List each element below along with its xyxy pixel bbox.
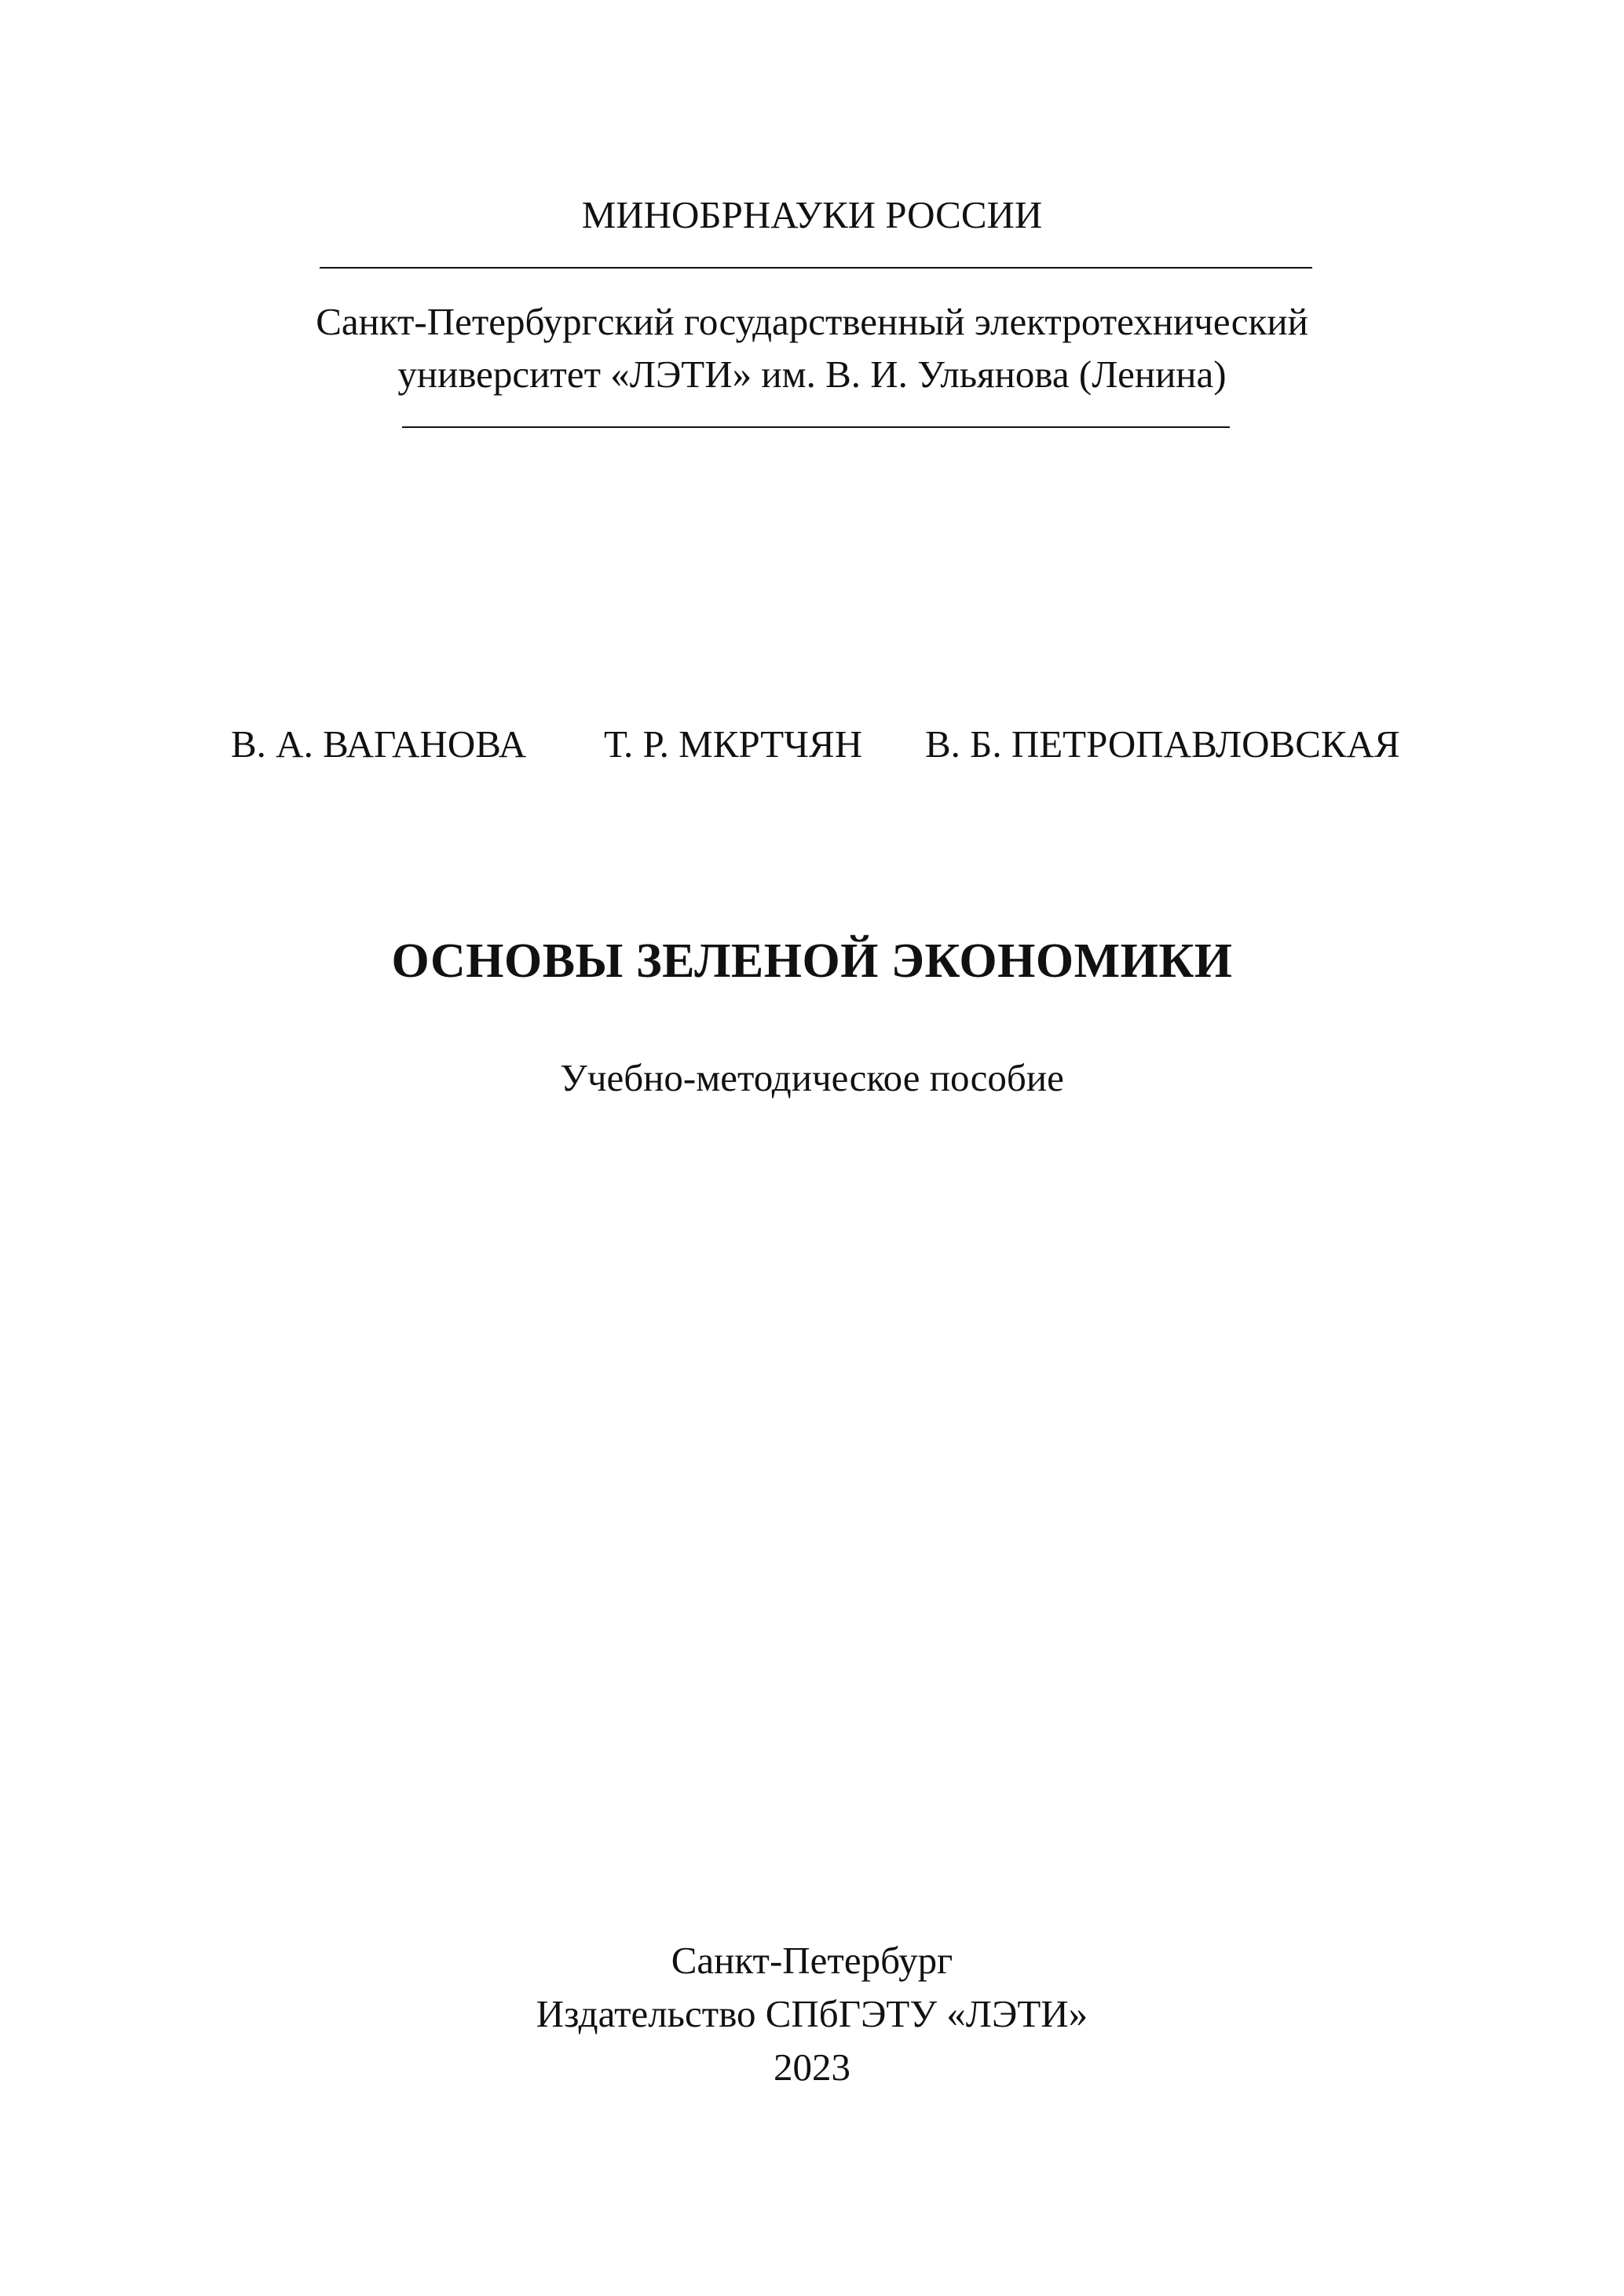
book-subtitle: Учебно-методическое пособие	[560, 1056, 1064, 1099]
university-name-line1: Санкт-Петербургский государственный электротехнический	[316, 300, 1308, 343]
publication-city: Санкт-Петербург	[671, 1939, 953, 1982]
author-2: Т. Р. МКРТЧЯН	[604, 722, 863, 766]
author-1: В. А. ВАГАНОВА	[231, 722, 527, 766]
author-3: В. Б. ПЕТРОПАВЛОВСКАЯ	[925, 722, 1400, 766]
ministry-label: МИНОБРНАУКИ РОССИИ	[581, 193, 1043, 236]
publisher-name: Издательство СПбГЭТУ «ЛЭТИ»	[536, 1992, 1088, 2035]
header-divider-bottom	[402, 426, 1230, 428]
header-divider-top	[320, 267, 1312, 269]
university-name-line2: университет «ЛЭТИ» им. В. И. Ульянова (Ленина)	[397, 353, 1227, 396]
publication-year: 2023	[774, 2046, 850, 2089]
book-title: ОСНОВЫ ЗЕЛЕНОЙ ЭКОНОМИКИ	[391, 934, 1233, 988]
